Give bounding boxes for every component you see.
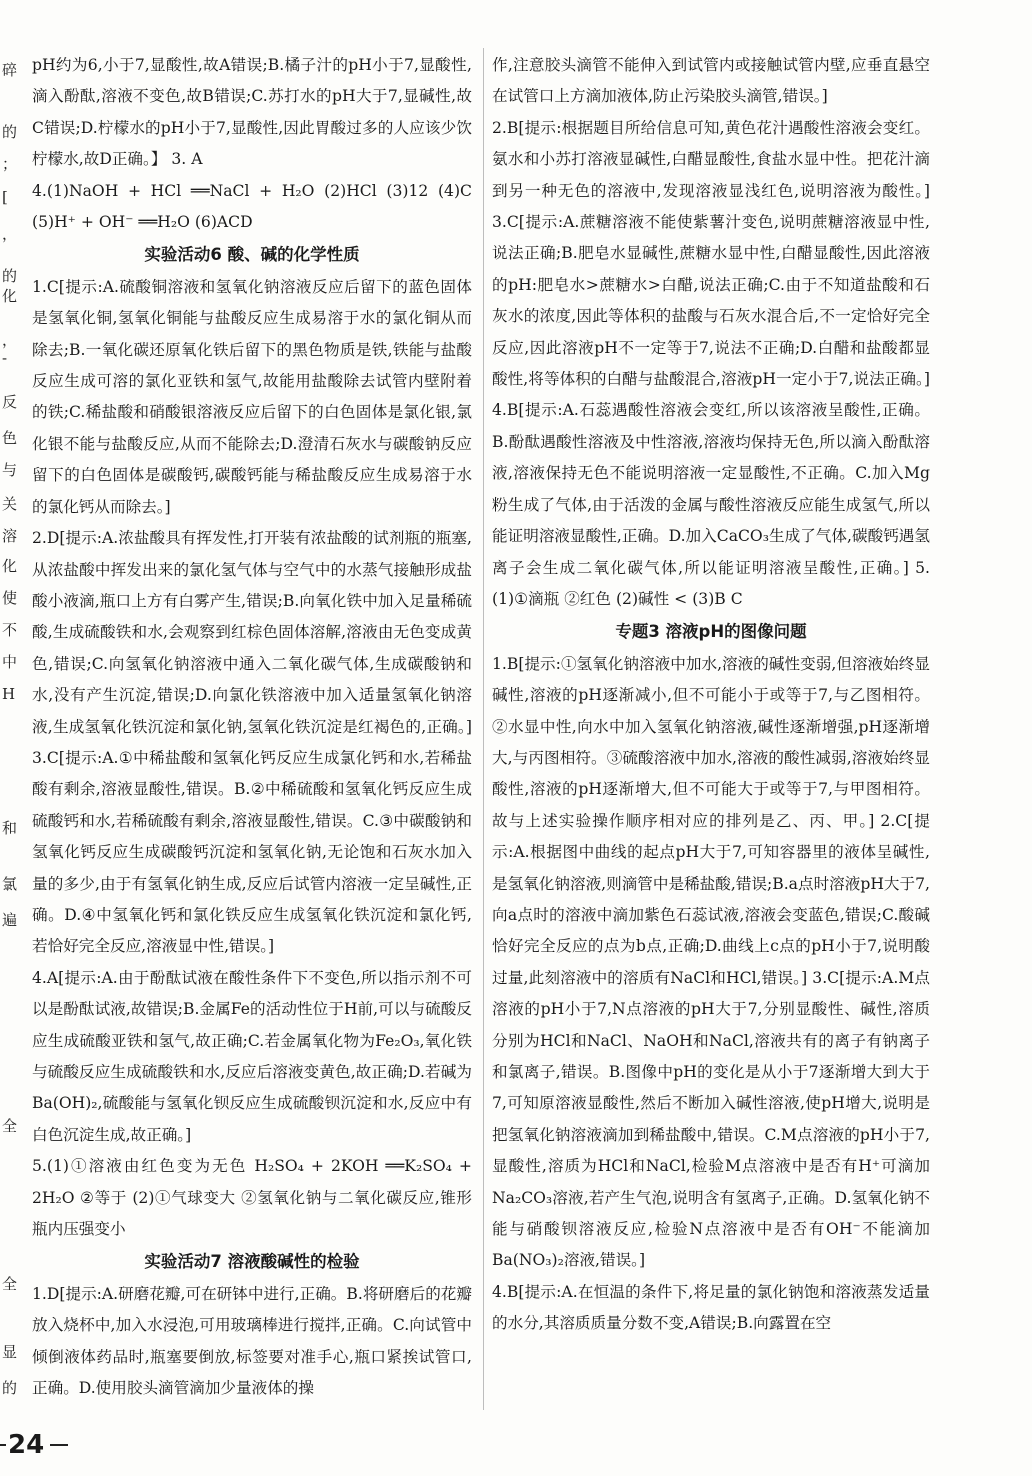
page-number-dash [0, 1444, 6, 1446]
margin-char: 反 [2, 393, 18, 411]
right-paragraph-2: 2.B[提示:根据题目所给信息可知,黄色花汁遇酸性溶液会变红。氨水和小苏打溶液显碱性,白醋显酸性,食盐水显中性。把花汁滴到另一种无色的溶液中,发现溶液显浅红色,说明溶液为酸性。] 3.C[提示:A.蔗糖溶液不能使紫薯汁变色,说明蔗糖溶液显中性,说法正确;B.肥皂水显碱性,蔗糖水显中性,白醋显酸性,因此溶液的pH:肥皂水>蔗糖水>白醋,说法正确;C.由于不知道盐酸和石灰水的浓度,因此等体积的盐酸与石灰水混合后,不一定恰好完全反应,因此溶液pH不一定等于7,说法不正确;D.白醋和盐酸都显酸性,将等体积的白醋与盐酸混合,溶液pH一定小于7,说法正确。] 4.B[提示:A.石蕊遇酸性溶液会变红,所以该溶液呈酸性,正确。B.酚酞遇酸性溶液及中性溶液,溶液均保持无色,所以滴入酚酞溶液,溶液保持无色不能说明溶液一定显酸性,不正确。C.加入Mg粉生成了气体,由于活泼的金属与酸性溶液反应能生成氢气,所以能证明溶液显酸性,正确。D.加入CaCO₃生成了气体,碳酸钙遇氢离子会生成二氧化碳气体,所以能证明溶液呈酸性,正确。] 5.(1)①滴瓶 ②红色 (2)碱性 < (3)B C [492, 118, 930, 608]
margin-char: [ [2, 188, 8, 206]
margin-char: 使 [2, 589, 18, 607]
margin-char: 的 [2, 123, 18, 141]
margin-char: 显 [2, 1343, 18, 1361]
right-paragraph-3: 1.B[提示:①氢氧化钠溶液中加水,溶液的碱性变弱,但溶液始终显碱性,溶液的pH逐渐减小,但不可能小于或等于7,与乙图相符。②水显中性,向水中加入氢氧化钠溶液,碱性逐渐增强,pH逐渐增大,与丙图相符。③硫酸溶液中加水,溶液的酸性减弱,溶液始终显酸性,溶液的pH逐渐增大,但不可能大于或等于7,与甲图相符。故与上述实验操作顺序相对应的排列是乙、丙、甲。] 2.C[提示:A.根据图中曲线的起点pH大于7,可知容器里的液体呈碱性,是氢氧化钠溶液,则滴管中是稀盐酸,错误;B.a点时溶液pH大于7,向a点时的溶液中滴加紫色石蕊试液,溶液会变蓝色,错误;C.酸碱恰好完全反应的点为b点,正确;D.曲线上c点的pH小于7,说明酸过量,此刻溶液中的溶质有NaCl和HCl,错误。] 3.C[提示:A.M点溶液的pH小于7,N点溶液的pH大于7,分别显酸性、碱性,溶质分别为HCl和NaCl、NaOH和NaCl,溶液共有的离子有钠离子和氯离子,错误。B.图像中pH的变化是从小于7逐渐增大到大于7,可知原溶液显酸性,然后不断加入碱性溶液,使pH增大,说明是把氢氧化钠溶液滴加到稀盐酸中,错误。C.M点溶液的pH小于7,显酸性,溶质为HCl和NaCl,检验M点溶液中是否有H⁺可滴加Na₂CO₃溶液,若产生气泡,说明含有氢离子,正确。D.氢氧化钠不能与硝酸钡溶液反应,检验N点溶液中是否有OH⁻不能滴加Ba(NO₃)₂溶液,错误。] [492, 654, 930, 1270]
margin-char: - [2, 349, 8, 367]
margin-char: 和 [2, 819, 18, 837]
margin-char: 碎 [2, 61, 18, 79]
margin-char: 溶 [2, 527, 18, 545]
section-title-activity-7: 实验活动7 溶液酸碱性的检验 [144, 1252, 360, 1272]
margin-char: ； [2, 155, 18, 173]
section-title-activity-6: 实验活动6 酸、碱的化学性质 [144, 245, 360, 265]
margin-char: 氯 [2, 875, 18, 893]
margin-char: 化 [2, 557, 18, 575]
left-paragraph-4: 2.D[提示:A.浓盐酸具有挥发性,打开装有浓盐酸的试剂瓶的瓶塞,从浓盐酸中挥发出来的氯化氢气体与空气中的水蒸气接触形成盐酸小液滴,瓶口上方有白雾产生,错误;B.向氧化铁中加入足量稀硫酸,生成硫酸铁和水,会观察到红棕色固体溶解,溶液由无色变成黄色,错误;C.向氢氧化钠溶液中通入二氧化碳气体,生成碳酸钠和水,没有产生沉淀,错误;D.向氯化铁溶液中加入适量氢氧化钠溶液,生成氢氧化铁沉淀和氯化钠,氢氧化铁沉淀是红褐色的,正确。] 3.C[提示:A.①中稀盐酸和氢氧化钙反应生成氯化钙和水,若稀盐酸有剩余,溶液显酸性,错误。B.②中稀硫酸和氢氧化钙反应生成硫酸钙和水,若稀硫酸有剩余,溶液显酸性,错误。C.③中碳酸钠和氢氧化钙反应生成碳酸钙沉淀和氢氧化钠,无论饱和石灰水加入量的多少,由于有氢氧化钠生成,反应后试管内溶液一定呈碱性,正确。D.④中氢氧化钙和氯化铁反应生成氢氧化铁沉淀和氯化钙,若恰好完全反应,溶液显中性,错误。] [32, 529, 472, 956]
margin-char: 的 [2, 1379, 18, 1397]
margin-char: ， [2, 331, 18, 349]
section-title-topic-3: 专题3 溶液pH的图像问题 [615, 622, 807, 642]
column-divider [483, 48, 484, 1410]
margin-char: 的 [2, 267, 18, 285]
left-margin-fragment [0, 50, 20, 1430]
page-number-dash [50, 1444, 68, 1446]
margin-char: ， [2, 225, 18, 243]
margin-char: H [2, 685, 16, 703]
left-paragraph-1: pH约为6,小于7,显酸性,故A错误;B.橘子汁的pH小于7,显酸性,滴入酚酞,溶液不变色,故B错误;C.苏打水的pH大于7,显碱性,故C错误;D.柠檬水的pH小于7,显酸性,因此胃酸过多的人应该少饮柠檬水,故D正确。】 3. A [32, 56, 472, 169]
margin-char: 全 [2, 1275, 18, 1293]
margin-char: 中 [2, 653, 18, 671]
right-paragraph-1: 作,注意胶头滴管不能伸入到试管内或接触试管内壁,应垂直悬空在试管口上方滴加液体,防止污染胶头滴管,错误。] [492, 56, 930, 106]
margin-char: 不 [2, 621, 18, 639]
right-paragraph-4: 4.B[提示:A.在恒温的条件下,将足量的氯化钠饱和溶液蒸发适量的水分,其溶质质量分数不变,A错误;B.向露置在空 [492, 1282, 930, 1333]
page-number: 24 [8, 1430, 45, 1460]
left-column [32, 50, 472, 1404]
left-paragraph-7: 1.D[提示:A.研磨花瓣,可在研钵中进行,正确。B.将研磨后的花瓣放入烧杯中,加入水浸泡,可用玻璃棒进行搅拌,正确。C.向试管中倾倒液体药品时,瓶塞要倒放,标签要对准手心,瓶口紧挨试管口,正确。D.使用胶头滴管滴加少量液体的操 [32, 1284, 472, 1398]
margin-char: 遍 [2, 911, 18, 929]
left-paragraph-5: 4.A[提示:A.由于酚酞试液在酸性条件下不变色,所以指示剂不可以是酚酞试液,故错误;B.金属Fe的活动性位于H前,可以与硫酸反应生成硫酸亚铁和氢气,故正确;C.若金属氧化物为Fe₂O₃,氧化铁与硫酸反应生成硫酸铁和水,反应后溶液变黄色,故正确;D.若碱为Ba(OH)₂,硫酸能与氢氧化钡反应生成硫酸钡沉淀和水,反应中有白色沉淀生成,故正确。] [32, 968, 472, 1144]
margin-char: 色 [2, 429, 18, 447]
left-paragraph-2: 4.(1)NaOH + HCl ══NaCl + H₂O (2)HCl (3)12 (4)C (5)H⁺ + OH⁻ ══H₂O (6)ACD [32, 181, 472, 232]
margin-char: 与 [2, 461, 18, 479]
margin-char: 关 [2, 495, 18, 513]
right-column [492, 50, 930, 1340]
left-paragraph-6: 5.(1)①溶液由红色变为无色 H₂SO₄ + 2KOH ══K₂SO₄ + 2H₂O ②等于 (2)①气球变大 ②氢氧化钠与二氧化碳反应,锥形瓶内压强变小 [32, 1157, 472, 1239]
left-paragraph-3: 1.C[提示:A.硫酸铜溶液和氢氧化钠溶液反应后留下的蓝色固体是氢氧化铜,氢氧化铜能与盐酸反应生成易溶于水的氯化铜从而除去;B.一氧化碳还原氧化铁后留下的黑色物质是铁,铁能与盐酸反应生成可溶的氯化亚铁和氢气,故能用盐酸除去试管内壁附着的铁;C.稀盐酸和硝酸银溶液反应后留下的白色固体是氯化银,氯化银不能与盐酸反应,从而不能除去;D.澄清石灰水与碳酸钠反应留下的白色固体是碳酸钙,碳酸钙能与稀盐酸反应生成易溶于水的氯化钙从而除去。] [32, 277, 472, 516]
margin-char: 全 [2, 1117, 18, 1135]
margin-char: 化 [2, 287, 18, 305]
